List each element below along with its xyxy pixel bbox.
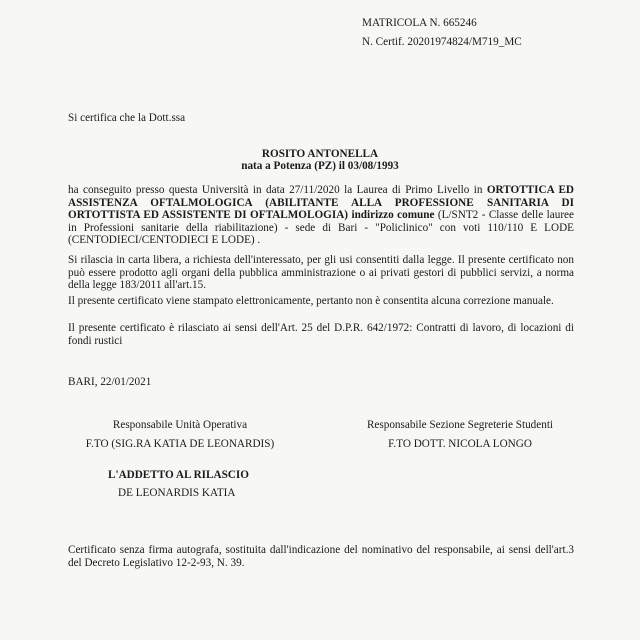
person-name: ROSITO ANTONELLA: [261, 148, 379, 160]
certificate-number: N. Certif. 20201974824/M719_MC: [362, 36, 522, 48]
right-signatory-title: Responsabile Sezione Segreterie Studenti: [366, 419, 554, 431]
degree-paragraph: [68, 184, 574, 247]
addetto-name: DE LEONARDIS KATIA: [118, 487, 236, 499]
electronic-print-paragraph: Il presente certificato viene stampato elettronicamente, pertanto non è consentita alcuna correzione manuale.: [68, 295, 554, 307]
left-signatory-name: F.TO (SIG.RA KATIA DE LEONARDIS): [85, 438, 275, 450]
matricola-number: MATRICOLA N. 665246: [362, 17, 477, 29]
place-date: BARI, 22/01/2021: [68, 376, 152, 388]
person-birth: nata a Potenza (PZ) il 03/08/1993: [241, 160, 399, 172]
right-signatory-name: F.TO DOTT. NICOLA LONGO: [388, 438, 532, 450]
degree-text-b: (L/SNT2 - Classe delle lauree in Professioni sanitarie della riabilitazione) - sede di Bari - "Policlinico" con voti 110/110 E LODE (CENTODIECI/CENTODIECI E LODE) .: [68, 209, 574, 247]
addetto-title: L'ADDETTO AL RILASCIO: [108, 469, 249, 481]
usage-paragraph: Si rilascia in carta libera, a richiesta dell'interessato, per gli usi consentiti dalla legge. Il presente certificato non può essere prodotto agli organi della pubblica amministrazione o ai privati gestori di pubblici servizi, a norma della legge 183/2011 all'art.15.: [68, 254, 574, 292]
degree-title: ORTOTTICA ED ASSISTENZA OFTALMOLOGICA (ABILITANTE ALLA PROFESSIONE SANITARIA DI ORTOTTISTA ED ASSISTENTE DI OFTALMOLOGIA) indirizzo comune: [68, 184, 574, 222]
degree-text-a: ha conseguito presso questa Università in data 27/11/2020 la Laurea di Primo Livello in: [68, 184, 487, 196]
intro-line: Si certifica che la Dott.ssa: [68, 112, 186, 124]
footer-note: Certificato senza firma autografa, sostituita dall'indicazione del nominativo del responsabile, ai sensi dell'art.3 del Decreto Legislativo 12-2-93, N. 39.: [68, 544, 574, 569]
left-signatory-title: Responsabile Unità Operativa: [112, 419, 248, 431]
legal-basis-paragraph: Il presente certificato è rilasciato ai sensi dell'Art. 25 del D.P.R. 642/1972: Contratti di lavoro, di locazioni di fondi rustici: [68, 322, 574, 347]
